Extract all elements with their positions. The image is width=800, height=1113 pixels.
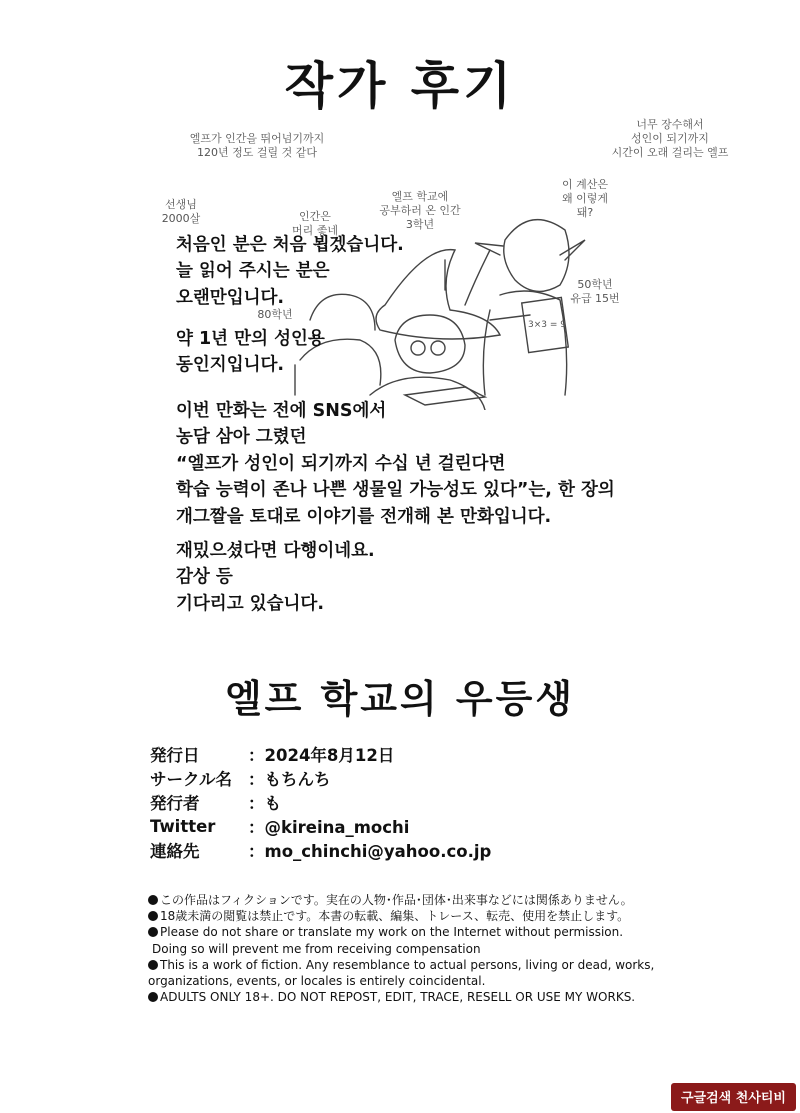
afterword-line: 동인지입니다.	[176, 355, 285, 376]
book-title: 엘프 학교의 우등생	[224, 677, 576, 721]
disclaimer-text: This is a work of fiction. Any resemblance to actual persons, living or dead, works,	[160, 957, 655, 972]
disclaimer-line	[148, 892, 654, 908]
afterword-line: 감상 등	[176, 567, 233, 588]
colophon-row	[150, 742, 491, 766]
afterword-paragraph	[176, 398, 615, 530]
colophon-key: サークル名	[150, 770, 233, 789]
afterword-line: 오랜만입니다.	[176, 287, 285, 308]
sketch-note: 이 계산은 왜 이렇게 돼?	[561, 178, 608, 219]
disclaimer-text: Please do not share or translate my work on the Internet without permission.	[160, 925, 624, 940]
colophon-key: 連絡先	[150, 842, 200, 861]
colophon-row	[150, 790, 491, 814]
afterword-line: 학습 능력이 존나 나쁜 생물일 가능성도 있다”는, 한 장의	[176, 480, 615, 501]
colophon-row	[150, 814, 491, 838]
afterword-paragraph	[176, 326, 325, 379]
colophon	[150, 742, 491, 862]
bullet-icon	[148, 992, 158, 1002]
disclaimer	[148, 892, 654, 1005]
afterword-title: 작가 후기	[284, 57, 516, 115]
colophon-row	[150, 766, 491, 790]
sketch-paper-text: 3×3 = 9	[528, 320, 566, 330]
colophon-key: 発行者	[150, 794, 200, 813]
bullet-icon	[148, 895, 158, 905]
sketch-note: 엘프 학교에 공부하러 온 인간 3학년	[379, 190, 461, 231]
disclaimer-line	[148, 908, 654, 924]
afterword-line: 재밌으셨다면 다행이네요.	[176, 541, 375, 561]
colophon-value: ：もちんち	[248, 770, 331, 789]
disclaimer-text: Doing so will prevent me from receiving compensation	[152, 941, 481, 956]
colophon-key: 発行日	[150, 746, 200, 765]
bullet-icon	[148, 960, 158, 970]
disclaimer-text: この作品はフィクションです。実在の人物･作品･団体･出来事などには関係ありません。	[160, 893, 633, 907]
afterword-line: 늘 읽어 주시는 분은	[176, 261, 330, 282]
colophon-key: Twitter	[150, 816, 216, 836]
disclaimer-line	[148, 941, 654, 957]
disclaimer-text: ADULTS ONLY 18+. DO NOT REPOST, EDIT, TRACE, RESELL OR USE MY WORKS.	[160, 990, 636, 1005]
colophon-row	[150, 838, 491, 862]
bullet-icon	[148, 927, 158, 937]
disclaimer-line	[148, 924, 654, 940]
sketch-note: 50학년 유급 15번	[570, 278, 620, 305]
colophon-value: ：も	[248, 794, 281, 813]
afterword-line: 기다리고 있습니다.	[176, 593, 324, 614]
afterword-line: 개그짤을 토대로 이야기를 전개해 본 만화입니다.	[176, 506, 552, 527]
sketch-note: 엘프가 인간을 뛰어넘기까지 120년 정도 걸릴 것 같다	[189, 132, 325, 159]
sketch-note: 80학년	[257, 308, 293, 321]
colophon-value: ：2024年8月12日	[248, 746, 395, 765]
afterword-paragraph	[176, 232, 404, 311]
afterword-line: “엘프가 성인이 되기까지 수십 년 걸린다면	[176, 453, 506, 474]
afterword-paragraph	[176, 538, 375, 617]
afterword-line: 처음인 분은 처음 뵙겠습니다.	[176, 235, 404, 255]
afterword-line: 이번 만화는 전에 SNS에서	[176, 401, 387, 421]
sketch-note: 인간은 머리 좋네	[291, 210, 338, 237]
bullet-icon	[148, 911, 158, 921]
disclaimer-line	[148, 989, 654, 1005]
disclaimer-text: organizations, events, or locales is entirely coincidental.	[148, 974, 486, 989]
afterword-line: 농담 삼아 그렸던	[176, 427, 307, 448]
afterword-line: 약 1년 만의 성인용	[176, 329, 325, 349]
sketch-note: 너무 장수해서 성인이 되기까지 시간이 오래 걸리는 엘프	[611, 118, 729, 159]
colophon-value: ：@kireina_mochi	[248, 818, 410, 837]
disclaimer-text: 18歳未満の閲覧は禁止です。本書の転載、編集、トレース、転売、使用を禁止します。	[160, 909, 630, 924]
disclaimer-line	[148, 957, 654, 973]
watermark-badge: 구글검색 천사티비	[671, 1083, 796, 1111]
sketch-note: 선생님 2000살	[161, 198, 201, 225]
disclaimer-line	[148, 973, 654, 989]
colophon-value: ：mo_chinchi@yahoo.co.jp	[248, 842, 492, 861]
